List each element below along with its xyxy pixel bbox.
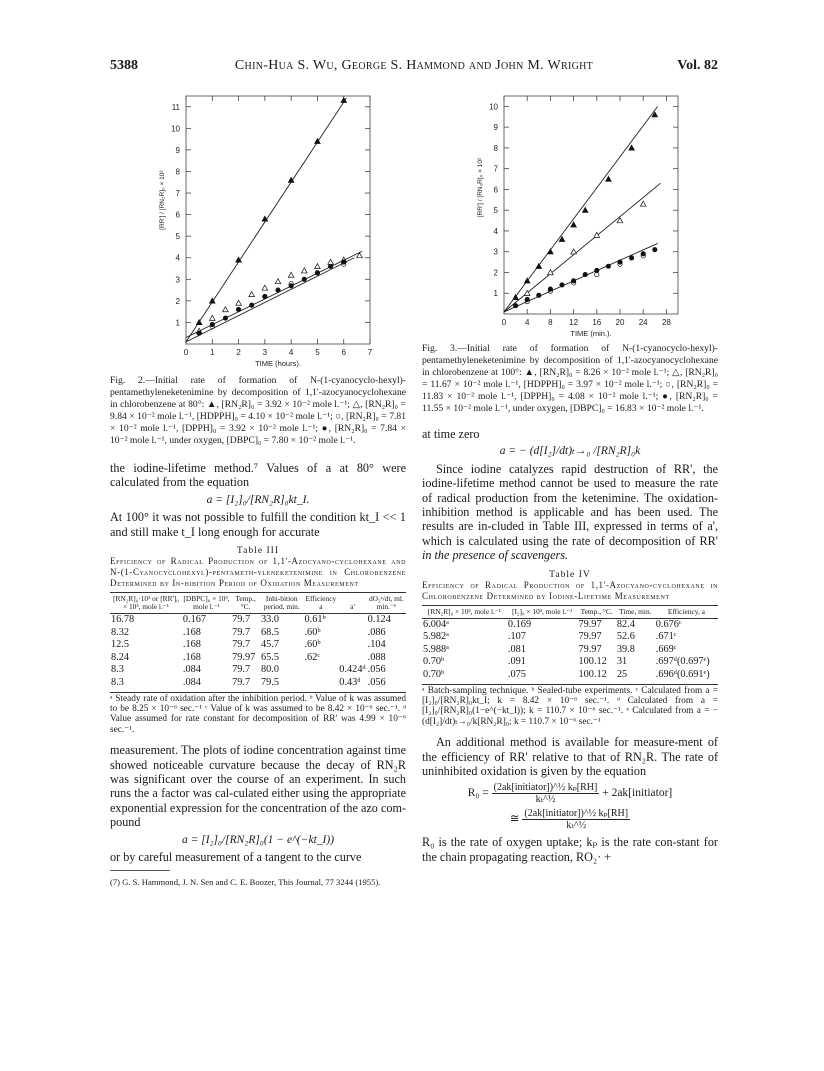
- table-4-cell: 79.97: [578, 631, 602, 643]
- table-3-cell: .168: [182, 626, 201, 638]
- y-tick-label: 4: [493, 226, 498, 236]
- table-4-cell: 6.004ᵃ: [423, 618, 449, 630]
- y-tick-label: 2: [493, 268, 498, 278]
- x-tick-label: 28: [661, 318, 671, 327]
- table-3-cell: .056: [367, 664, 386, 676]
- eq2-lhs: R₀ =: [467, 787, 489, 800]
- table-3-header-3: Inhi-bition period, min.: [260, 593, 303, 614]
- table-3-cell: 16.78: [111, 614, 135, 626]
- eq3-fraction: [522, 808, 630, 831]
- data-point-filled-triangle: [536, 263, 542, 268]
- table-4-cell: 100.12: [578, 656, 607, 668]
- table-4-cell: .107: [507, 631, 526, 643]
- data-point-filled-circle: [513, 303, 517, 307]
- left-equation-1: a = [I₂]₀/[RN₂R]₀kt_I.: [206, 493, 310, 506]
- y-tick-label: 10: [171, 124, 180, 134]
- table-4-cell: 0.70ᵇ: [423, 669, 445, 681]
- x-tick-label: 4: [288, 348, 294, 357]
- table-3-cell: .168: [182, 651, 201, 663]
- data-point-filled-circle: [250, 303, 254, 307]
- data-point-open-triangle: [275, 279, 281, 284]
- y-tick-label: 3: [493, 247, 498, 257]
- table-row: [422, 618, 718, 631]
- data-point-filled-circle: [276, 288, 280, 292]
- y-tick-label: 9: [493, 123, 498, 133]
- table-row: [110, 627, 406, 640]
- x-tick-label: 5: [315, 348, 320, 357]
- y-tick-label: 5: [175, 232, 180, 242]
- table-3-cell: 0.424ᵈ: [339, 664, 366, 676]
- table-4-title: Table IV: [549, 568, 591, 580]
- data-point-filled-circle: [302, 277, 306, 281]
- table-3-heading: Efficiency of Radical Production of 1,1'-Azocyano-cyclohexane and N-(1-Cyanocyclohexyl)-pentameth-yleneketenimine in Chlorobenzene Determined by In-hibition Period of Oxidation Measurement: [110, 556, 406, 589]
- x-axis-label: TIME (min.).: [570, 329, 612, 338]
- table-4-cell: 79.97: [578, 618, 602, 630]
- table-row: [110, 664, 406, 677]
- data-point-open-triangle: [594, 232, 600, 237]
- data-point-open-triangle: [315, 264, 321, 269]
- table-3-cell: .088: [367, 651, 386, 663]
- table-3-cell: 8.3: [111, 677, 124, 688]
- y-axis-label: [RR'] / [RN₂R]₀ × 10²: [477, 157, 484, 218]
- x-axis-label: TIME (hours).: [255, 359, 301, 368]
- table-4-cell: 100.12: [578, 669, 607, 681]
- right-equation-3: [422, 808, 718, 831]
- data-point-filled-circle: [223, 316, 227, 320]
- table-4-header-2: Temp., °C.: [577, 605, 615, 618]
- table-3-cell: 79.7: [232, 614, 251, 626]
- table-3-cell: .086: [367, 626, 386, 638]
- table-3-cell: [338, 614, 366, 627]
- data-point-filled-circle: [560, 283, 564, 287]
- left-para-1: the iodine-lifetime method.⁷ Values of a at 80° were calculated from the equation: [110, 461, 406, 490]
- y-tick-label: 3: [175, 275, 180, 285]
- x-tick-label: 20: [615, 318, 625, 327]
- left-column: [110, 80, 406, 887]
- data-point-filled-triangle: [513, 295, 519, 300]
- y-tick-label: 8: [493, 143, 498, 153]
- table-4-cell: 0.676ᶜ: [655, 618, 682, 630]
- data-point-open-triangle: [571, 249, 577, 254]
- data-point-filled-circle: [618, 260, 622, 264]
- table-row: [110, 614, 406, 627]
- table-4-cell: 0.70ᵇ: [423, 656, 445, 668]
- table-4-cell: .075: [507, 669, 526, 681]
- table-3-header-5: a': [338, 593, 366, 614]
- table-4-header-0: [RN₂R]₀ × 10³, mole l.⁻¹: [422, 605, 507, 618]
- data-point-filled-circle: [595, 268, 599, 272]
- table-4-cell: .091: [507, 656, 526, 668]
- right-para-2: [422, 462, 718, 563]
- table-3-cell: 79.7: [232, 677, 251, 688]
- x-tick-label: 16: [592, 318, 602, 327]
- data-point-filled-circle: [606, 264, 610, 268]
- data-point-filled-circle: [525, 297, 529, 301]
- x-tick-label: 24: [638, 318, 648, 327]
- page-header: [110, 58, 718, 78]
- y-tick-label: 7: [493, 164, 498, 174]
- y-tick-label: 6: [175, 210, 180, 220]
- data-point-filled-circle: [629, 256, 633, 260]
- data-point-filled-circle: [315, 271, 319, 275]
- table-3-cell: 79.5: [261, 677, 280, 688]
- page-number: 5388: [110, 58, 138, 73]
- table-3-cell: 65.5: [261, 651, 280, 663]
- table-3-cell: 0.167: [182, 614, 207, 626]
- data-point-open-triangle: [209, 315, 215, 320]
- table-4-cell: 0.169: [507, 618, 532, 630]
- table-4-heading: Efficiency of Radical Production of 1,1'-Azocyano-cyclohexane in Chlorobenzene Determined by Iodine-Lifetime Measurement: [422, 579, 718, 601]
- figure-2-caption: Fig. 2.—Initial rate of formation of N-(1-cyanocyclo-hexyl)-pentamethyleneketenimine by decomposition of 1,1'-azocyanocyclohexane in chlorobenzene at 80°: ▲, [RN₂R]₀ = 3.92 × 10⁻² mole l.⁻¹; △, [RN₂R]₀ = 9.84 × 10⁻² mole l.⁻¹, [HDPPH]₀ = 4.10 × 10⁻² mole l.⁻¹; ○, [RN₂R]₀ = 7.81 × 10⁻² mole l.⁻¹, [DPPH]₀ = 3.92 × 10⁻² mole l.⁻¹; ●, [RN₂R]₀ = 7.84 × 10⁻² mole l.⁻¹, under oxygen, [DBPC]₀ = 7.80 × 10⁻² mole l.⁻¹.: [110, 375, 406, 446]
- data-point-filled-circle: [641, 252, 645, 256]
- data-point-open-circle: [595, 272, 599, 276]
- table-3-cell: 33.0: [261, 614, 280, 626]
- table-3-cell: 79.7: [232, 664, 251, 676]
- y-tick-label: 10: [489, 102, 498, 112]
- table-4-cell: .671ᶜ: [655, 631, 677, 643]
- x-tick-label: 6: [341, 348, 346, 357]
- footnote-7: (7) G. S. Hammond, J. N. Sen and C. E. Boozer, This Journal, 77 3244 (1955).: [110, 877, 381, 888]
- table-3-cell: .056: [367, 677, 386, 688]
- table-4-header-4: Efficiency, a: [655, 605, 718, 618]
- table-4-cell: .669ᶜ: [655, 643, 677, 655]
- table-row: [422, 656, 718, 669]
- table-3-cell: 79.7: [232, 626, 251, 638]
- data-point-filled-triangle: [582, 207, 588, 212]
- volume-number: Vol. 82: [677, 58, 718, 73]
- eq3-denominator: kₜ^½: [566, 820, 587, 832]
- table-4-cell: .697ᵈ(0.697ᵉ): [655, 656, 710, 668]
- plot-frame: [504, 96, 678, 314]
- data-point-open-triangle: [236, 300, 242, 305]
- y-tick-label: 11: [171, 102, 180, 112]
- table-3-cell: .104: [367, 639, 386, 651]
- table-3-cell: [338, 627, 366, 640]
- table-3-header-6: dO₂ᵃ/dt, ml. min.⁻¹: [367, 593, 406, 614]
- table-3-cell: 68.5: [261, 626, 280, 638]
- y-tick-label: 1: [493, 289, 498, 299]
- figure-3-chart: [422, 80, 718, 338]
- figure-2: [110, 80, 406, 375]
- table-3-cell: .60ᵇ: [304, 639, 321, 651]
- table-3-cell: .084: [182, 677, 201, 688]
- data-point-filled-circle: [197, 331, 201, 335]
- y-tick-label: 5: [493, 206, 498, 216]
- data-point-filled-circle: [210, 322, 214, 326]
- data-point-filled-triangle: [606, 176, 612, 181]
- table-4-header-3: Time, min.: [616, 605, 655, 618]
- running-authors: Chin-Hua S. Wu, George S. Hammond and John M. Wright: [234, 58, 594, 73]
- x-tick-label: 0: [183, 348, 189, 357]
- right-equation-1: a = − (d[I₂]/dt)ₜ→₀ /[RN₂R]₀k: [499, 445, 641, 458]
- table-3-header-4: Efficiency a: [303, 593, 338, 614]
- table-3-cell: [338, 652, 366, 665]
- data-point-filled-triangle: [629, 145, 635, 150]
- right-equation-2: [422, 782, 718, 805]
- eq2-numerator: (2ak[initiator])^½ kₚ[RH]: [493, 782, 598, 794]
- table-3-cell: .168: [182, 639, 201, 651]
- x-tick-label: 12: [569, 318, 579, 327]
- data-point-filled-circle: [653, 247, 657, 251]
- table-3-header-0: [RN₂R]₀·10³ or [RR']₀ × 10³, mole l.⁻¹: [110, 593, 182, 614]
- y-tick-label: 9: [175, 145, 180, 155]
- data-point-filled-circle: [236, 307, 240, 311]
- x-tick-label: 1: [210, 348, 215, 357]
- figure-3-caption: Fig. 3.—Initial rate of formation of N-(1-cyanocyclo-hexyl)-pentamethyleneketenimine by decomposition of 1,1'-azocyanocyclohexane in chlorobenzene at 100°: ▲, [RN₂R]₀ = 8.26 × 10⁻² mole l.⁻¹; △, [RN₂R]₀ = 11.67 × 10⁻² mole l.⁻¹, [HDPPH]₀ = 3.97 × 10⁻² mole l.⁻¹; ○, [RN₂R]₀ = 11.83 × 10⁻² mole l.⁻¹, [DPPH]₀ = 4.08 × 10⁻² mole l.⁻¹; ●, [RN₂R]₀ = 11.55 × 10⁻² mole l.⁻¹, under oxygen, [DBPC]₀ = 16.83 × 10⁻² mole l.⁻¹.: [422, 343, 718, 414]
- eq3-lhs: ≅: [509, 813, 520, 826]
- y-tick-label: 7: [175, 189, 180, 199]
- table-4-notes: ᵃ Batch-sampling technique. ᵇ Sealed-tube experiments. ᶜ Calculated from a = [I₂]₀/[RN₂R]₀kt_I; k = 8.42 × 10⁻⁶ sec.⁻¹. ᵈ Calculated from a = [I₂]₀/[RN₂R]₀(1−e^(−kt_I)); k = 110.7 × 10⁻⁶ sec.⁻¹. ᵉ Calculated from a = −(d[I₂]/dt)ₜ→₀/k[RN₂R]₀; k = 110.7 × 10⁻⁶ sec.⁻¹: [422, 685, 718, 727]
- x-tick-label: 4: [524, 318, 530, 327]
- right-para-4: R₀ is the rate of oxygen uptake; kₚ is the rate con-stant for the chain propagating reaction, RO₂· +: [422, 835, 718, 864]
- data-point-filled-circle: [571, 279, 575, 283]
- table-4-cell: 5.988ᵃ: [423, 643, 449, 655]
- table-3: [110, 592, 406, 690]
- table-3-cell: 79.97: [232, 651, 256, 663]
- table-row: [110, 677, 406, 690]
- table-4-cell: 31: [616, 656, 628, 668]
- right-para-1: at time zero: [422, 427, 480, 441]
- table-row: [422, 669, 718, 682]
- data-point-open-triangle: [301, 268, 307, 273]
- eq2-tail: + 2ak[initiator]: [602, 787, 673, 800]
- eq2-fraction: [492, 782, 600, 805]
- table-4-header-1: [I₂]₀ × 10³, mole l.⁻¹: [507, 605, 578, 618]
- y-axis-label: [RR'] / [RN₂R]₀ × 10²: [159, 170, 166, 230]
- table-3-cell: 80.0: [261, 664, 280, 676]
- right-para-3: An additional method is available for measure-ment of the efficiency of RR' relative to that of RN₂R. The rate of uninhibited oxidation is given by the equation: [422, 735, 718, 779]
- table-4-cell: 79.97: [578, 643, 602, 655]
- data-point-open-triangle: [288, 272, 294, 277]
- table-3-header-2: Temp., °C.: [231, 593, 260, 614]
- data-point-filled-circle: [537, 293, 541, 297]
- figure-2-chart: [110, 80, 406, 370]
- table-3-header-1: [DBPC]₀ × 10³, mole l.⁻¹: [182, 593, 231, 614]
- right-column: [422, 80, 718, 864]
- eq3-numerator: (2ak[initiator])^½ kₚ[RH]: [524, 808, 629, 820]
- data-point-open-triangle: [640, 201, 646, 206]
- data-point-filled-circle: [583, 272, 587, 276]
- data-point-filled-triangle: [548, 249, 554, 254]
- y-tick-label: 8: [175, 167, 180, 177]
- table-3-cell: 8.32: [111, 626, 130, 638]
- footnote-rule: [110, 870, 170, 871]
- x-tick-label: 8: [548, 318, 553, 327]
- table-3-cell: 45.7: [261, 639, 280, 651]
- table-4-cell: 82.4: [616, 618, 635, 630]
- table-3-cell: 0.61ᵇ: [304, 614, 326, 626]
- data-point-filled-triangle: [571, 222, 577, 227]
- table-4-cell: 25: [616, 669, 628, 681]
- table-4-cell: 52.6: [616, 631, 635, 643]
- table-3-cell: .084: [182, 664, 201, 676]
- plot-frame: [186, 96, 370, 344]
- data-point-filled-circle: [289, 284, 293, 288]
- left-para-3: measurement. The plots of iodine concentration against time showed noticeable curvature because the decay of RN₂R was significant over the course of an experiment. In such runs the a factor was cal-culated either using the appropriate exponential expression for the concentration of the azo com-pound: [110, 743, 406, 830]
- table-3-cell: [303, 677, 338, 690]
- table-3-cell: 0.43ᵈ: [339, 677, 361, 688]
- left-para-4: or by careful measurement of a tangent to the curve: [110, 850, 362, 865]
- y-tick-label: 4: [175, 253, 180, 263]
- data-point-filled-circle: [548, 287, 552, 291]
- data-point-open-triangle: [328, 259, 334, 264]
- table-3-title: Table III: [236, 545, 280, 557]
- table-3-cell: 0.124: [367, 614, 391, 626]
- x-tick-label: 0: [501, 318, 507, 327]
- data-point-open-triangle: [223, 307, 229, 312]
- data-point-filled-triangle: [196, 320, 202, 325]
- data-point-filled-triangle: [341, 98, 347, 103]
- table-3-cell: 79.7: [232, 639, 251, 651]
- y-tick-label: 1: [175, 318, 180, 328]
- x-tick-label: 3: [262, 348, 268, 357]
- right-para-2-italic: in the presence of scavengers.: [422, 548, 569, 563]
- table-row: [422, 631, 718, 644]
- table-4-cell: .081: [507, 643, 526, 655]
- table-3-cell: 8.24: [111, 651, 130, 663]
- table-row: [422, 644, 718, 657]
- table-3-cell: 12.5: [111, 639, 130, 651]
- table-4-cell: 39.8: [616, 643, 635, 655]
- table-3-cell: .60ᵇ: [304, 626, 321, 638]
- data-point-filled-circle: [328, 264, 332, 268]
- table-row: [110, 639, 406, 652]
- x-tick-label: 7: [367, 348, 373, 357]
- eq2-denominator: kₜ^½: [535, 794, 556, 806]
- table-3-notes: ᵃ Steady rate of oxidation after the inhibition period. ᵇ Value of k was assumed to be 8.25 × 10⁻⁶ sec.⁻¹ ᶜ Value of k was assumed to be 8.42 × 10⁻⁶ sec.⁻¹. ᵈ Value assumed for rate constant for decomposition of RR' was 4.99 × 10⁻⁶ sec.⁻¹.: [110, 693, 406, 735]
- left-equation-2: a = [I₂]₀/[RN₂R]₀(1 − e^(−kt_I)): [181, 833, 335, 846]
- y-tick-label: 6: [493, 185, 498, 195]
- data-point-open-triangle: [249, 292, 255, 297]
- right-para-2-text: Since iodine catalyzes rapid destruction of RR', the iodine-lifetime method cannot be used to measure the rate of radical production from the ketenimine. The oxidation-inhibition method is applicable and has been used. The results are in-cluded in Table III, expressed in terms of a', which is calculated using the rate of decomposition of RR': [422, 461, 718, 548]
- table-row: [110, 652, 406, 665]
- data-point-filled-circle: [342, 260, 346, 264]
- table-3-cell: [338, 639, 366, 652]
- left-para-2: At 100° it was not possible to fulfill the condition kt_I << 1 and still make t_I long enough for accurate: [110, 510, 406, 539]
- table-3-cell: .62ᶜ: [304, 651, 320, 663]
- y-tick-label: 2: [175, 296, 180, 306]
- x-tick-label: 2: [236, 348, 241, 357]
- table-4-cell: .696ᵈ(0.691ᵉ): [655, 669, 710, 681]
- table-3-cell: 8.3: [111, 664, 124, 676]
- table-4-cell: 5.982ᵃ: [423, 631, 449, 643]
- table-3-cell: [303, 664, 338, 677]
- data-point-open-triangle: [262, 285, 268, 290]
- figure-3: [422, 80, 718, 343]
- data-point-filled-circle: [263, 294, 267, 298]
- table-4: [422, 605, 718, 682]
